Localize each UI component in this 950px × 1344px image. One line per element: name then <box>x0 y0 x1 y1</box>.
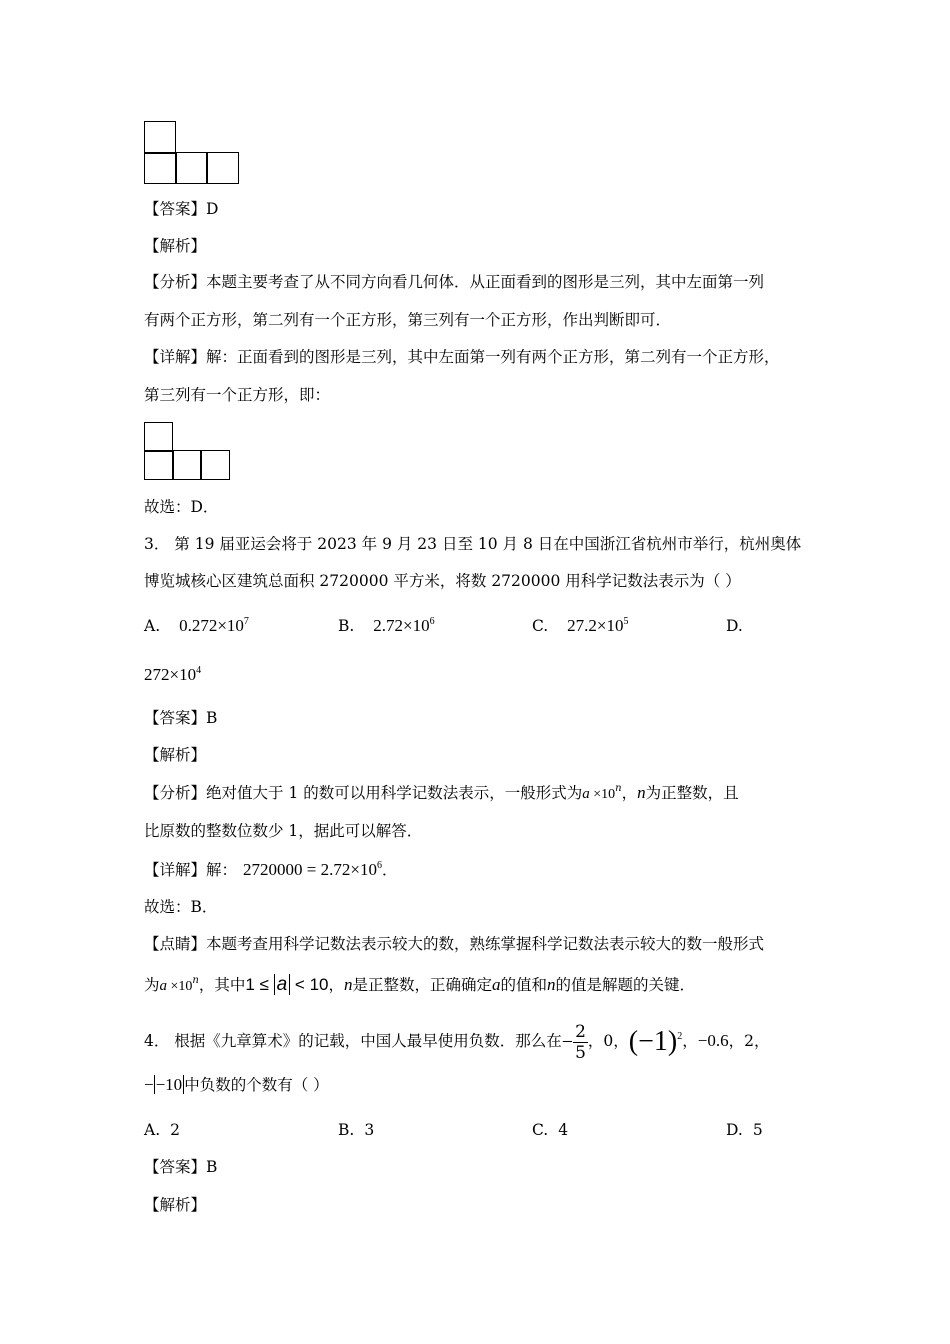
option-label: B. <box>338 617 355 635</box>
formula-n: n <box>615 783 622 794</box>
option-value: $0.272\times 10^7$ <box>179 616 249 635</box>
q4-answer <box>144 1157 217 1177</box>
neg-sign: − <box>144 1075 154 1094</box>
q3-stem-line1 <box>144 534 801 554</box>
option-value: 3 <box>364 1121 375 1139</box>
punct: ， <box>328 976 345 994</box>
question-stem-2: 博览城核心区建筑总面积 2720000 平方米，将数 2720000 用科学记数法表示为（ ） <box>144 572 741 590</box>
q2-answer <box>144 199 218 219</box>
option-value: $272\times 10^4$ <box>144 665 202 684</box>
xiangjie-label: 【详解】 <box>144 861 207 879</box>
front-view-figure-1 <box>144 121 240 185</box>
var-n: n <box>637 783 646 802</box>
fraction-two-fifths: $\frac{2}{5}$ <box>575 1021 586 1063</box>
q2-xiangjie-line1 <box>144 347 780 367</box>
inequality-right: < 10 <box>290 975 329 994</box>
square-bottom-3 <box>200 450 230 480</box>
punct: ． <box>381 861 398 879</box>
q3-dianjing-line1 <box>144 934 764 954</box>
q2-analysis-heading <box>144 236 206 256</box>
q3-analysis-heading <box>144 745 206 765</box>
square-bottom-1 <box>144 152 177 184</box>
q2-fenxi-line2 <box>144 310 671 330</box>
answer-value: B <box>206 1158 218 1176</box>
q2-xiangjie-line2 <box>144 385 330 405</box>
q3-option-c <box>532 616 629 636</box>
option-value: 5 <box>752 1121 763 1139</box>
abs-a: a <box>274 974 291 995</box>
fenxi-text: 本题主要考查了从不同方向看几何体．从正面看到的图形是三列，其中左面第一列 <box>206 273 765 291</box>
xiangjie-text: 解： <box>206 861 238 879</box>
square-bottom-3 <box>206 152 239 184</box>
q3-xiangjie <box>144 860 397 880</box>
q3-option-d-label <box>726 616 743 636</box>
text: 为 <box>144 976 160 994</box>
question-stem: 3． 第 19 届亚运会将于 2023 年 9 月 23 日至 10 月 8 日在中国浙江省杭州市举行，杭州奥体 <box>144 535 802 553</box>
option-label: A. <box>144 617 161 635</box>
analysis-label: 【解析】 <box>144 1196 207 1214</box>
text: 是正整数，正确确定 <box>352 976 493 994</box>
fenxi-text-2: 比原数的整数位数少 1，据此可以解答． <box>144 822 423 840</box>
q3-stem-line2 <box>144 571 741 591</box>
q3-fenxi-line1 <box>144 783 739 805</box>
q2-fenxi-line1 <box>144 272 764 292</box>
q4-analysis-heading <box>144 1195 206 1215</box>
q4-option-c <box>532 1120 568 1140</box>
square-bottom-2 <box>175 152 208 184</box>
q4-option-d <box>726 1120 763 1140</box>
option-label: D. <box>726 617 743 635</box>
square-top <box>144 422 173 452</box>
square-top <box>144 121 176 154</box>
var-a: a <box>492 975 501 994</box>
xiangjie-text-2: 第三列有一个正方形，即： <box>144 386 331 404</box>
sep: ， <box>682 1032 698 1050</box>
fenxi-text-2: 有两个正方形，第二列有一个正方形，第三列有一个正方形，作出判断即可． <box>144 311 672 329</box>
answer-value: D <box>206 200 219 218</box>
q4-stem-line2 <box>144 1075 329 1095</box>
answer-label: 【答案】 <box>144 709 207 727</box>
dianjing-text: 本题考查用科学记数法表示较大的数，熟练掌握科学记数法表示较大的数一般形式 <box>206 935 765 953</box>
q4-stem-line1 <box>144 1021 769 1063</box>
xiangjie-text: 解：正面看到的图形是三列，其中左面第一列有两个正方形，第二列有一个正方形， <box>206 348 780 366</box>
abs-neg-ten: −10 <box>155 1075 183 1094</box>
q3-guxuan <box>144 897 217 917</box>
text: ，其中 <box>198 976 246 994</box>
answer-label: 【答案】 <box>144 200 207 218</box>
question-stem: 4． 根据《九章算术》的记载，中国人最早使用负数．那么在 <box>144 1032 562 1050</box>
var-n: n <box>547 975 556 994</box>
option-label: C. <box>532 617 549 635</box>
option-value: $2.72\times 10^6$ <box>373 616 435 635</box>
conclusion-text: 故选：B． <box>144 898 218 916</box>
formula-n: n <box>192 975 199 986</box>
q2-guxuan <box>144 497 218 517</box>
sep: ，0， <box>587 1032 629 1050</box>
text: 的值是解题的关键． <box>555 976 696 994</box>
analysis-label: 【解析】 <box>144 746 207 764</box>
analysis-label: 【解析】 <box>144 237 207 255</box>
dianjing-label: 【点睛】 <box>144 935 207 953</box>
option-value: 4 <box>558 1121 569 1139</box>
front-view-figure-2 <box>144 422 232 480</box>
formula-times: ×10 <box>167 979 193 994</box>
value-neg-0-6: −0.6 <box>697 1031 729 1050</box>
fenxi-text: 绝对值大于 1 的数可以用科学记数法表示，一般形式为 <box>206 784 583 802</box>
text: 的值和 <box>500 976 548 994</box>
formula-a: a <box>582 786 590 802</box>
sep: ，2， <box>728 1032 770 1050</box>
power-neg-one: $(-1)^2$ <box>628 1026 683 1057</box>
option-value: 2 <box>170 1121 180 1139</box>
fenxi-label: 【分析】 <box>144 784 207 802</box>
formula-a: a <box>159 978 168 994</box>
fenxi-label: 【分析】 <box>144 273 207 291</box>
xiangjie-math: $2720000 = 2.72\times 10^6$ <box>243 860 382 879</box>
answer-label: 【答案】 <box>144 1158 207 1176</box>
conclusion-text: 故选：D． <box>144 498 219 516</box>
q3-dianjing-line2 <box>144 975 695 997</box>
square-bottom-1 <box>144 450 174 480</box>
fenxi-text-tail: 为正整数，且 <box>645 784 739 802</box>
q4-option-a <box>144 1120 180 1140</box>
q3-option-b <box>338 616 435 636</box>
neg-sign: − <box>561 1031 574 1053</box>
q3-option-a <box>144 616 249 636</box>
answer-value: B <box>206 709 218 727</box>
q4-option-b <box>338 1120 374 1140</box>
q3-answer <box>144 708 217 728</box>
var-n: n <box>344 975 353 994</box>
option-label: C. <box>532 1121 549 1139</box>
xiangjie-label: 【详解】 <box>144 348 207 366</box>
option-label: A. <box>144 1121 161 1139</box>
question-stem-2: 中负数的个数有（ ） <box>184 1076 329 1094</box>
q3-option-d-value <box>144 665 201 685</box>
option-label: D. <box>726 1121 743 1139</box>
option-label: B. <box>338 1121 355 1139</box>
formula-times: ×10 <box>589 787 616 802</box>
inequality-left: 1 ≤ <box>245 975 274 994</box>
q3-fenxi-line2 <box>144 821 422 841</box>
punct: ， <box>621 784 638 802</box>
square-bottom-2 <box>172 450 202 480</box>
option-value: $27.2\times 10^5$ <box>567 616 629 635</box>
